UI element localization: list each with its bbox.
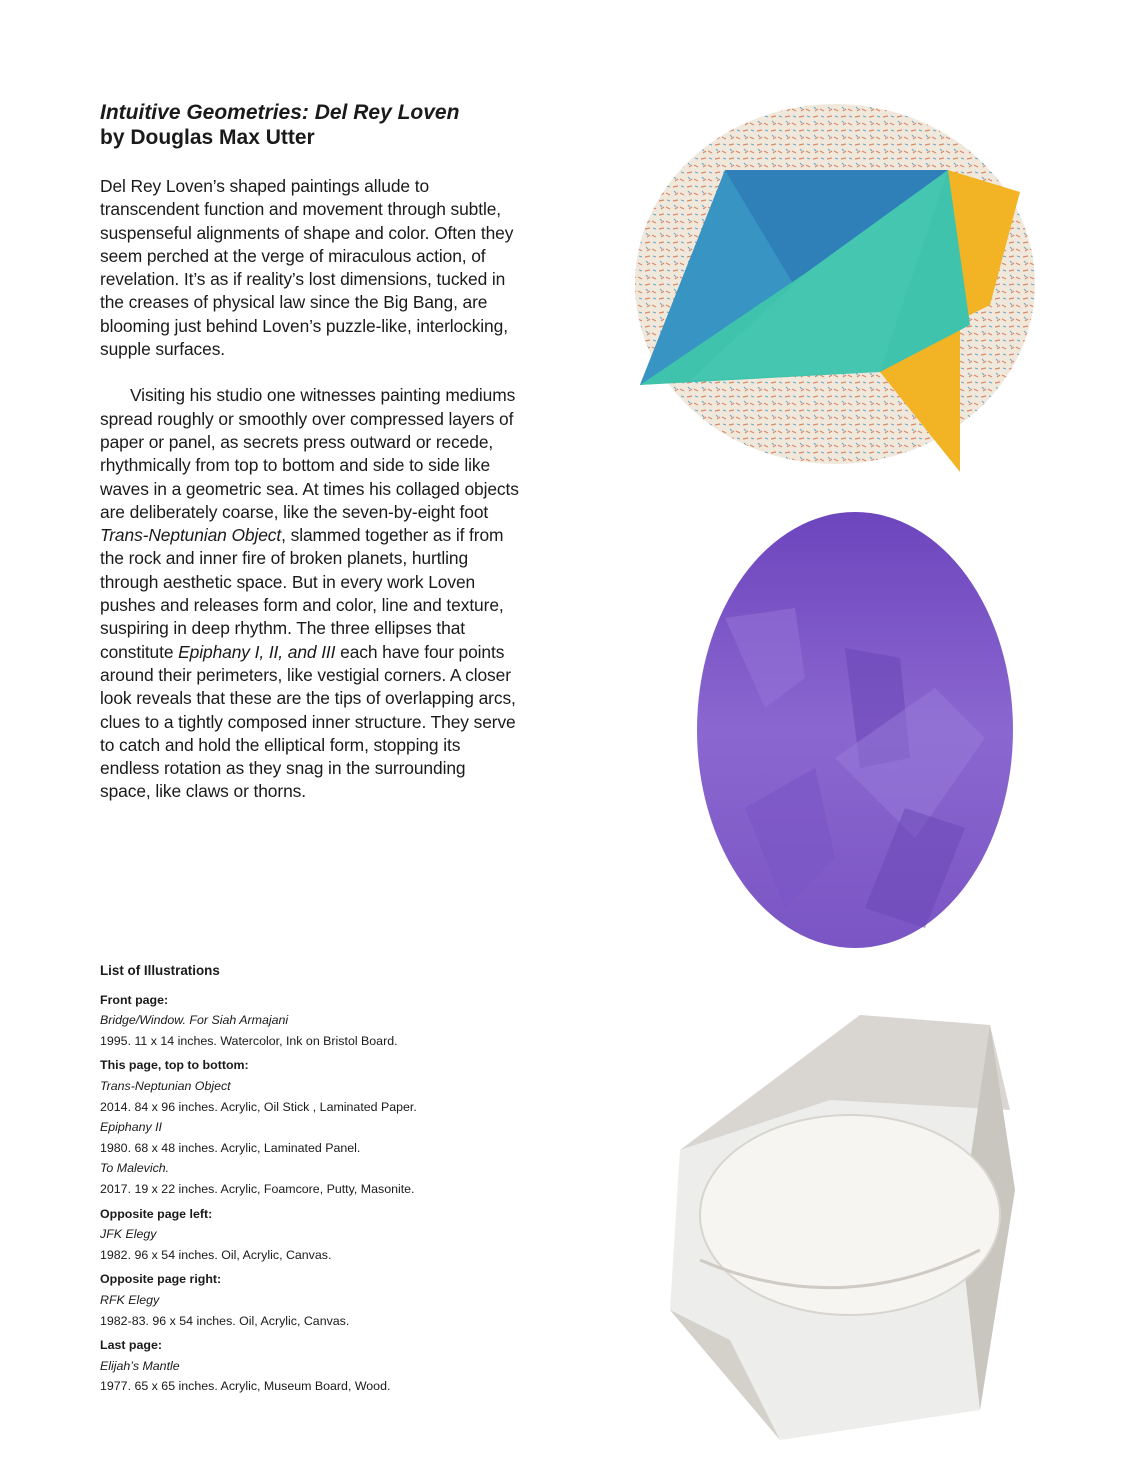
article-title [100,100,520,150]
work-title: Elijah’s Mantle [100,1358,180,1373]
title-italic: Intuitive Geometries: Del Rey Loven [100,101,460,124]
article-body [100,175,520,804]
work-details: 1977. 65 x 65 inches. Acrylic, Museum Board, Wood. [100,1379,391,1394]
work-title: JFK Elegy [100,1227,157,1242]
list-of-illustrations [100,961,540,1401]
group-heading: Opposite page left: [100,1206,213,1221]
article [100,100,520,804]
p2-text-c: each have four points around their perimeters, like vestigial corners. A closer look reveals that these are the tips of overlapping arcs, clues to a tightly composed inner structure. They serve to catch and hold the elliptical form, stopping its endless rotation as they snag in the surrounding space, like claws or thorns. [100,641,516,802]
p2-work-title-2: Epiphany I, II, and III [178,641,336,662]
group-heading: This page, top to bottom: [100,1058,249,1073]
paragraph-2 [100,384,520,803]
byline: by Douglas Max Utter [100,126,315,149]
work-details: 1982. 96 x 54 inches. Oil, Acrylic, Canvas. [100,1247,332,1262]
artwork-to-malevich [660,1010,1040,1450]
group-this-page [100,1055,540,1199]
artwork-trans-neptunian-object [630,100,1040,480]
group-heading: Front page: [100,992,169,1007]
artwork-epiphany-ii [685,508,1025,958]
work-details: 1995. 11 x 14 inches. Watercolor, Ink on Bristol Board. [100,1033,398,1048]
work-details: 1982-83. 96 x 54 inches. Oil, Acrylic, Canvas. [100,1313,350,1328]
paragraph-1: Del Rey Loven’s shaped paintings allude to transcendent function and movement through subtle, suspenseful alignments of shape and color. Often they seem perched at the verge of miraculous action, of revelation. It’s as if reality’s lost dimensions, tucked in the creases of physical law since the Big Bang, are blooming just behind Loven’s puzzle-like, interlocking, supple surfaces. [100,176,514,360]
p2-text-a: Visiting his studio one witnesses painting mediums spread roughly or smoothly over compressed layers of paper or panel, as secrets press outward or recede, rhythmically from top to bottom and side to side like waves in a geometric sea. At times his collaged objects are deliberately coarse, like the seven-by-eight foot [100,385,519,522]
group-heading: Last page: [100,1338,162,1353]
p2-text-b: , slammed together as if from the rock and inner fire of broken planets, hurtling through aesthetic space. But in every work Loven pushes and releases form and color, line and texture, suspiring in deep rhythm. The three ellipses that constitute [100,525,504,662]
work-details: 2017. 19 x 22 inches. Acrylic, Foamcore, Putty, Masonite. [100,1181,415,1196]
illustrations-heading: List of Illustrations [100,963,220,978]
work-title: Bridge/Window. For Siah Armajani [100,1013,289,1028]
group-opposite-right [100,1269,540,1331]
group-last-page [100,1335,540,1397]
work-title: Epiphany II [100,1120,162,1135]
group-heading: Opposite page right: [100,1272,222,1287]
ellipse-disc [700,1115,1000,1315]
group-front-page [100,990,540,1052]
p2-work-title-1: Trans-Neptunian Object [100,525,282,546]
work-title: Trans-Neptunian Object [100,1078,231,1093]
work-details: 2014. 84 x 96 inches. Acrylic, Oil Stick , Laminated Paper. [100,1099,417,1114]
work-title: RFK Elegy [100,1292,160,1307]
work-details: 1980. 68 x 48 inches. Acrylic, Laminated Panel. [100,1140,361,1155]
group-opposite-left [100,1204,540,1266]
work-title: To Malevich. [100,1161,170,1176]
